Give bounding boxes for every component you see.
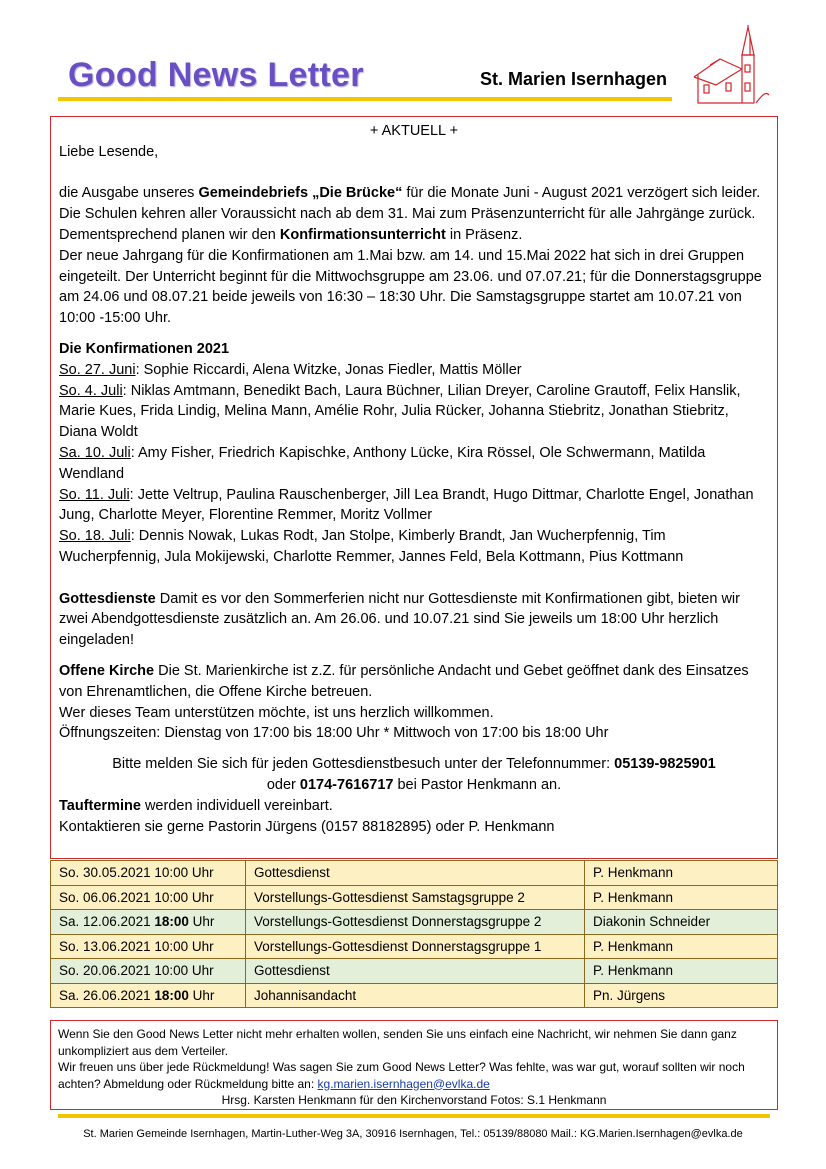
bold-text: Gemeindebriefs „Die Brücke“ bbox=[198, 185, 403, 202]
schedule-event: Vorstellungs-Gottesdienst Donnerstagsgruppe 2 bbox=[246, 910, 585, 935]
unit-text: Uhr bbox=[188, 963, 214, 979]
table-row bbox=[51, 910, 778, 935]
confirmation-entry bbox=[59, 485, 769, 527]
text: die Ausgabe unseres bbox=[59, 185, 199, 202]
unit-text: Uhr bbox=[188, 914, 215, 930]
text: oder bbox=[266, 776, 300, 793]
schedule-event: Vorstellungs-Gottesdienst Donnerstagsgruppe 1 bbox=[246, 934, 585, 959]
table-row bbox=[51, 934, 778, 959]
date-text: Sa. 26.06.2021 bbox=[59, 987, 155, 1003]
schedule-person: P. Henkmann bbox=[585, 934, 778, 959]
table-row bbox=[51, 861, 778, 886]
schedule-date bbox=[51, 910, 246, 935]
schedule-date bbox=[51, 861, 246, 886]
schedule-date bbox=[51, 983, 246, 1008]
table-row bbox=[51, 983, 778, 1008]
time-text: 10:00 bbox=[154, 889, 189, 905]
time-text: 10:00 bbox=[154, 938, 189, 954]
schedule-event: Gottesdienst bbox=[246, 861, 585, 886]
confirmation-names: : Jette Veltrup, Paulina Rauschenberger, Jill Lea Brandt, Hugo Dittmar, Charlotte Engel, Jonathan Jung, Charlotte Meyer, Florentine Remmer, Moritz Vollmer bbox=[59, 486, 754, 524]
bold-text: Gottesdienste bbox=[59, 590, 156, 607]
time-text: 18:00 bbox=[154, 914, 189, 930]
text: Die Schulen kehren aller Voraussicht nach ab dem 31. Mai zum Präsenzunterricht für alle Jahrgänge zurück. Dementsprechend planen wir den bbox=[59, 206, 756, 243]
confirmation-date: So. 4. Juli bbox=[59, 382, 123, 399]
confirmation-names: : Sophie Riccardi, Alena Witzke, Jonas Fiedler, Mattis Möller bbox=[135, 361, 522, 378]
confirmation-entry bbox=[59, 381, 769, 443]
time-text: 10:00 bbox=[154, 865, 189, 881]
unsubscribe-note: Wenn Sie den Good News Letter nicht mehr erhalten wollen, senden Sie uns einfach eine Nachricht, wir nehmen Sie dann ganz unkompliziert aus dem Verteiler. bbox=[58, 1027, 737, 1058]
confirmation-date: So. 18. Juli bbox=[59, 528, 131, 545]
bold-text: Tauftermine bbox=[59, 797, 141, 814]
time-text: 10:00 bbox=[154, 963, 189, 979]
feedback-note bbox=[58, 1059, 770, 1092]
text: in Präsenz. bbox=[445, 226, 523, 243]
church-icon bbox=[690, 25, 770, 110]
schedule-date bbox=[51, 934, 246, 959]
text: Die St. Marienkirche ist z.Z. für persönliche Andacht und Gebet geöffnet dank des Einsatzes von Ehrenamtlichen, die Offene Kirche betreuen. bbox=[59, 662, 749, 700]
table-row bbox=[51, 959, 778, 984]
date-text: So. 06.06.2021 bbox=[59, 889, 155, 905]
schedule-event: Gottesdienst bbox=[246, 959, 585, 984]
table-row bbox=[51, 885, 778, 910]
open-church-hours: Öffnungszeiten: Dienstag von 17:00 bis 18:00 Uhr * Mittwoch von 17:00 bis 18:00 Uhr bbox=[59, 725, 609, 742]
text: für die Monate Juni - August 2021 verzögert sich leider. bbox=[402, 185, 761, 202]
confirmation-entry bbox=[59, 360, 769, 381]
contact-line: Kontaktieren sie gerne Pastorin Jürgens (0157 88182895) oder P. Henkmann bbox=[59, 818, 555, 835]
schedule-person: P. Henkmann bbox=[585, 885, 778, 910]
text: bei Pastor Henkmann an. bbox=[393, 776, 562, 793]
unit-text: Uhr bbox=[188, 987, 215, 1003]
phone-number: 05139-9825901 bbox=[614, 756, 716, 773]
date-text: So. 20.06.2021 bbox=[59, 963, 155, 979]
date-text: Sa. 12.06.2021 bbox=[59, 914, 155, 930]
text: Damit es vor den Sommerferien nicht nur Gottesdienste mit Konfirmationen gibt, bieten wir zwei Abendgottesdienste zusätzlich an. Am 26.06. und 10.07.21 sind Sie jeweils um 18:00 Uhr herzlich eingeladen! bbox=[59, 590, 740, 649]
parish-name: St. Marien Isernhagen bbox=[480, 69, 668, 89]
header-rule bbox=[58, 97, 672, 101]
paragraph-schools bbox=[59, 204, 769, 246]
bold-text: Offene Kirche bbox=[59, 662, 155, 679]
paragraph-baptism bbox=[59, 796, 769, 817]
confirmation-names: : Amy Fisher, Friedrich Kapischke, Anthony Lücke, Kira Rössel, Ole Schwermann, Matilda Wendland bbox=[59, 444, 706, 482]
schedule-event: Vorstellungs-Gottesdienst Samstagsgruppe 2 bbox=[246, 885, 585, 910]
open-church-team: Wer dieses Team unterstützen möchte, ist uns herzlich willkommen. bbox=[59, 704, 494, 721]
registration-line bbox=[59, 754, 769, 775]
bold-text: Die Konfirmationen 2021 bbox=[59, 340, 230, 357]
phone-number: 0174-7616717 bbox=[299, 776, 394, 793]
text: Wir freuen uns über jede Rückmeldung! Was sagen Sie zum Good News Letter? Was fehlte, was war gut, worauf sollten wir noch achten? Abmeldung oder Rückmeldung bitte an: bbox=[58, 1060, 745, 1091]
confirmation-date: So. 11. Juli bbox=[59, 486, 130, 503]
paragraph-newsletter bbox=[59, 183, 769, 204]
footer-rule bbox=[58, 1114, 770, 1118]
schedule-date bbox=[51, 885, 246, 910]
footer-box bbox=[50, 1020, 778, 1110]
date-text: So. 13.06.2021 bbox=[59, 938, 155, 954]
schedule-date bbox=[51, 959, 246, 984]
confirmations-heading bbox=[59, 339, 769, 360]
unit-text: Uhr bbox=[188, 865, 214, 881]
email-link[interactable]: kg.marien.isernhagen@evlka.de bbox=[317, 1076, 490, 1091]
paragraph-services bbox=[59, 589, 769, 651]
schedule-person: Diakonin Schneider bbox=[585, 910, 778, 935]
news-box bbox=[50, 116, 778, 859]
confirmation-entry bbox=[59, 526, 769, 568]
unit-text: Uhr bbox=[188, 889, 214, 905]
paragraph-open-church bbox=[59, 661, 769, 703]
text: werden individuell vereinbart. bbox=[140, 797, 333, 814]
confirmation-names: : Niklas Amtmann, Benedikt Bach, Laura Büchner, Lilian Dreyer, Caroline Grautoff, Felix Hanslik, Marie Kues, Frida Lindig, Melina Mann, Amélie Rohr, Julia Rücker, Johanna Stiebritz, Jonathan Stiebritz, Diana Woldt bbox=[59, 382, 741, 441]
credits: Hrsg. Karsten Henkmann für den Kirchenvorstand Fotos: S.1 Henkmann bbox=[221, 1093, 607, 1107]
schedule-person: Pn. Jürgens bbox=[585, 983, 778, 1008]
unit-text: Uhr bbox=[188, 938, 214, 954]
greeting: Liebe Lesende, bbox=[59, 143, 159, 160]
schedule-person: P. Henkmann bbox=[585, 959, 778, 984]
date-text: So. 30.05.2021 bbox=[59, 865, 155, 881]
confirmation-date: So. 27. Juni bbox=[59, 361, 136, 378]
text: Bitte melden Sie sich für jeden Gottesdienstbesuch unter der Telefonnummer: bbox=[112, 756, 615, 773]
schedule-event: Johannisandacht bbox=[246, 983, 585, 1008]
bold-text: Konfirmationsunterricht bbox=[279, 226, 446, 243]
section-heading: + AKTUELL + bbox=[369, 123, 459, 139]
time-text: 18:00 bbox=[154, 987, 189, 1003]
registration-line bbox=[59, 775, 769, 796]
paragraph-confirmation-groups: Der neue Jahrgang für die Konfirmationen am 1.Mai bzw. am 14. und 15.Mai 2022 hat sich in drei Gruppen eingeteilt. Der Unterricht beginnt für die Mittwochsgruppe am 23.06. und 07.07.21; für die Donnerstagsgruppe am 24.06 und 08.07.21 beide jeweils von 16:30 – 18:30 Uhr. Die Samstagsgruppe startet am 10.07.21 von 10:00 -15:00 Uhr. bbox=[59, 247, 762, 327]
confirmation-entry bbox=[59, 443, 769, 485]
newsletter-title: Good News Letter bbox=[68, 56, 364, 94]
address-line: St. Marien Gemeinde Isernhagen, Martin-Luther-Weg 3A, 30916 Isernhagen, Tel.: 05139/88080 Mail.: KG.Marien.Isernhagen@evlka.de bbox=[83, 1128, 743, 1140]
schedule-table bbox=[50, 860, 778, 1008]
confirmation-names: : Dennis Nowak, Lukas Rodt, Jan Stolpe, Kimberly Brandt, Jan Wucherpfennig, Tim Wucherpfennig, Jula Mokijewski, Charlotte Remmer, Jannes Feld, Bela Kottmann, Pius Kottmann bbox=[59, 528, 684, 565]
schedule-person: P. Henkmann bbox=[585, 861, 778, 886]
confirmation-date: Sa. 10. Juli bbox=[59, 444, 131, 461]
